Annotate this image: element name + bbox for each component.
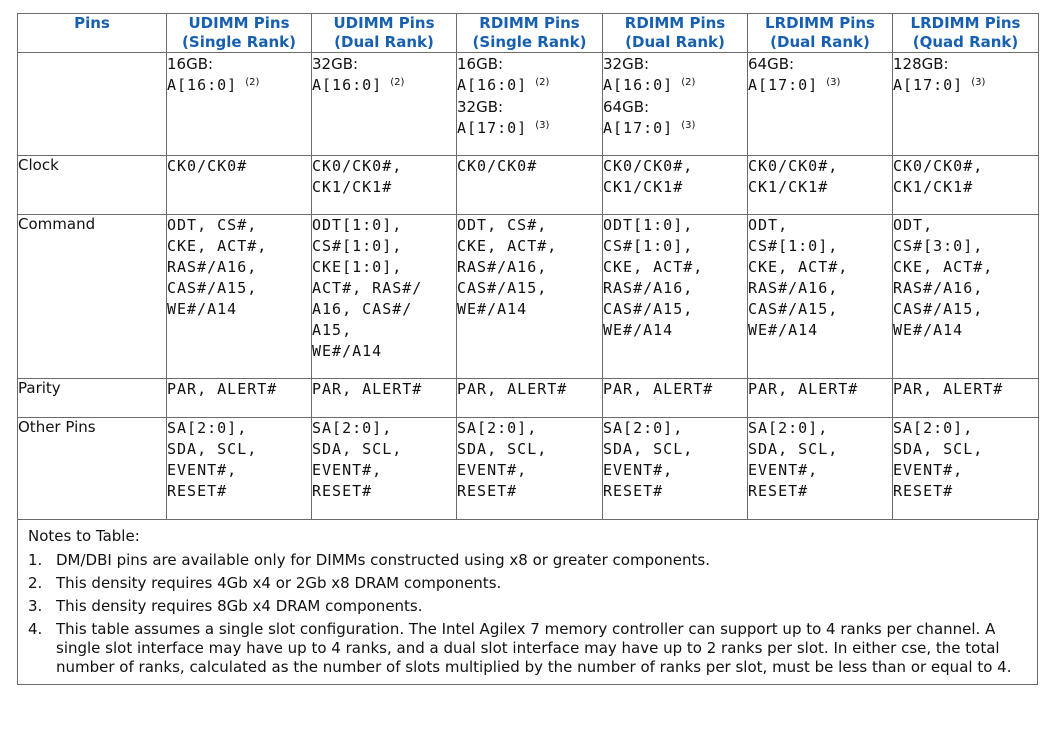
note-number: 4. — [28, 620, 43, 638]
note-text: This density requires 4Gb x4 or 2Gb x8 DRAM components. — [56, 574, 502, 592]
row-label-parity: Parity — [18, 379, 167, 418]
header-rdimm-dual-rank: RDIMM Pins (Dual Rank) — [603, 14, 748, 53]
row-label-clock: Clock — [18, 156, 167, 215]
clock-cell: CK0/CK0# — [167, 156, 312, 215]
note-item — [18, 574, 1037, 593]
parity-cell: PAR, ALERT# — [748, 379, 893, 418]
clock-cell: CK0/CK0#, CK1/CK1# — [603, 156, 748, 215]
header-lrdimm-dual-rank: LRDIMM Pins (Dual Rank) — [748, 14, 893, 53]
clock-cell: CK0/CK0#, CK1/CK1# — [312, 156, 457, 215]
parity-row — [18, 379, 1039, 418]
command-row — [18, 215, 1039, 379]
clock-cell: CK0/CK0#, CK1/CK1# — [893, 156, 1039, 215]
parity-cell: PAR, ALERT# — [893, 379, 1039, 418]
note-number: 1. — [28, 551, 43, 569]
note-text: This table assumes a single slot configuration. The Intel Agilex 7 memory controller can support up to 4 ranks per channel. A single slot interface may have up to 4 ranks, and a dual slot interface may have up to 2 ranks per slot. In either cse, the total number of ranks, calculated as the number of slots multiplied by the number of ranks per slot, must be less than or equal to 4. — [56, 620, 1012, 676]
header-rdimm-single-rank: RDIMM Pins (Single Rank) — [457, 14, 603, 53]
other-pins-cell: SA[2:0], SDA, SCL, EVENT#, RESET# — [893, 418, 1039, 520]
address-row — [18, 53, 1039, 156]
other-pins-cell: SA[2:0], SDA, SCL, EVENT#, RESET# — [312, 418, 457, 520]
table-notes — [17, 520, 1038, 685]
note-item — [18, 620, 1037, 677]
other-pins-cell: SA[2:0], SDA, SCL, EVENT#, RESET# — [167, 418, 312, 520]
header-row — [18, 14, 1039, 53]
parity-cell: PAR, ALERT# — [312, 379, 457, 418]
note-text: This density requires 8Gb x4 DRAM components. — [56, 597, 423, 615]
address-cell: 64GB: A[17:0] $^{(3)}$ — [748, 53, 893, 156]
header-pins: Pins — [18, 14, 167, 53]
command-cell: ODT[1:0], CS#[1:0], CKE[1:0], ACT#, RAS#/ A16, CAS#/ A15, WE#/A14 — [312, 215, 457, 379]
address-cell: 16GB: A[16:0] $^{(2)}$ 32GB: A[17:0] $^{(3)}$ — [457, 53, 603, 156]
dimm-pin-table — [17, 13, 1039, 520]
command-cell: ODT[1:0], CS#[1:0], CKE, ACT#, RAS#/A16, CAS#/A15, WE#/A14 — [603, 215, 748, 379]
row-label-command: Command — [18, 215, 167, 379]
notes-title: Notes to Table: — [28, 527, 140, 545]
other-pins-row — [18, 418, 1039, 520]
note-item — [18, 551, 1037, 570]
clock-cell: CK0/CK0#, CK1/CK1# — [748, 156, 893, 215]
command-cell: ODT, CS#[1:0], CKE, ACT#, RAS#/A16, CAS#/A15, WE#/A14 — [748, 215, 893, 379]
command-cell: ODT, CS#, CKE, ACT#, RAS#/A16, CAS#/A15, WE#/A14 — [457, 215, 603, 379]
row-label-address — [18, 53, 167, 156]
clock-cell: CK0/CK0# — [457, 156, 603, 215]
address-cell: 32GB: A[16:0] $^{(2)}$ 64GB: A[17:0] $^{(3)}$ — [603, 53, 748, 156]
header-udimm-single-rank: UDIMM Pins (Single Rank) — [167, 14, 312, 53]
address-cell: 16GB: A[16:0] $^{(2)}$ — [167, 53, 312, 156]
address-cell: 128GB: A[17:0] $^{(3)}$ — [893, 53, 1039, 156]
command-cell: ODT, CS#[3:0], CKE, ACT#, RAS#/A16, CAS#/A15, WE#/A14 — [893, 215, 1039, 379]
note-number: 3. — [28, 597, 43, 615]
parity-cell: PAR, ALERT# — [603, 379, 748, 418]
parity-cell: PAR, ALERT# — [167, 379, 312, 418]
header-udimm-dual-rank: UDIMM Pins (Dual Rank) — [312, 14, 457, 53]
note-item — [18, 597, 1037, 616]
header-lrdimm-quad-rank: LRDIMM Pins (Quad Rank) — [893, 14, 1039, 53]
pin-table-container — [17, 13, 1038, 685]
note-text: DM/DBI pins are available only for DIMMs constructed using x8 or greater components. — [56, 551, 710, 569]
parity-cell: PAR, ALERT# — [457, 379, 603, 418]
clock-row — [18, 156, 1039, 215]
address-cell: 32GB: A[16:0] $^{(2)}$ — [312, 53, 457, 156]
other-pins-cell: SA[2:0], SDA, SCL, EVENT#, RESET# — [457, 418, 603, 520]
note-number: 2. — [28, 574, 43, 592]
command-cell: ODT, CS#, CKE, ACT#, RAS#/A16, CAS#/A15, WE#/A14 — [167, 215, 312, 379]
other-pins-cell: SA[2:0], SDA, SCL, EVENT#, RESET# — [748, 418, 893, 520]
other-pins-cell: SA[2:0], SDA, SCL, EVENT#, RESET# — [603, 418, 748, 520]
row-label-other-pins: Other Pins — [18, 418, 167, 520]
